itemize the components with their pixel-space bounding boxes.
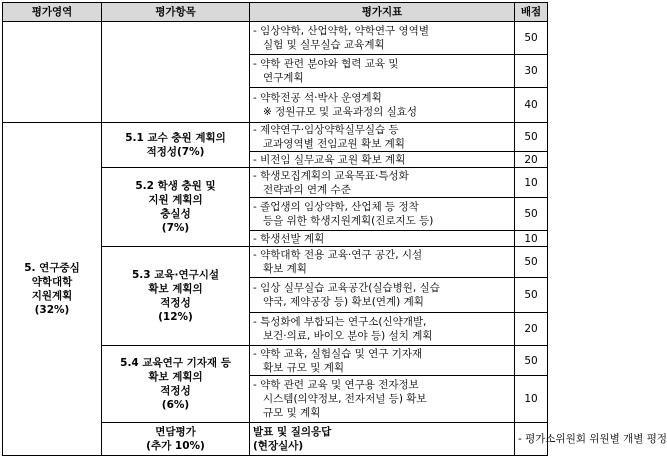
header-indicator: 평가지표	[250, 3, 515, 22]
header-score: 배점	[515, 3, 548, 22]
indicator-cell: - 평가소위원회 위원별 개별 평정	[515, 423, 548, 456]
score-cell: 50	[515, 123, 548, 152]
indicator-cell: - 졸업생의 임상약학, 산업체 등 정착 등을 위한 학생지원계획(진로지도 등)	[250, 198, 515, 231]
indicator-cell: - 약학 관련 교육 및 연구용 전자정보 시스템(의약정보, 전자저널 등) 확보 규모 및 계획	[250, 376, 515, 423]
score-cell: 30	[515, 55, 548, 88]
score-cell: 40	[515, 88, 548, 123]
area-5-cell: 5. 연구중심 약학대학 지원계획 (32%)	[3, 123, 102, 456]
score-cell: 10	[515, 376, 548, 423]
indicator-cell: - 약학 관련 분야와 협력 교육 및 연구계획	[250, 55, 515, 88]
header-row	[3, 3, 548, 22]
item-5-1-cell: 5.1 교수 충원 계획의 적정성(7%)	[102, 123, 250, 168]
indicator-cell: - 비전임 실무교육 교원 확보 계획	[250, 152, 515, 168]
score-cell: 10	[515, 168, 548, 198]
score-cell: 50	[515, 247, 548, 278]
score-cell: 50	[515, 22, 548, 55]
indicator-cell: - 임상 실무실습 교육공간(실습병원, 실습 약국, 제약공장 등) 확보(연계) 계획	[250, 278, 515, 313]
table-row	[3, 123, 548, 152]
score-cell: 10	[515, 231, 548, 247]
indicator-cell: - 약학전공 석·박사 운영계획 ※ 정원규모 및 교육과정의 실효성	[250, 88, 515, 123]
score-cell: 20	[515, 313, 548, 346]
score-cell: 50	[515, 278, 548, 313]
item-cell-blank	[102, 22, 250, 123]
item-5-2-cell: 5.2 학생 충원 및 지원 계획의 충실성 (7%)	[102, 168, 250, 247]
area-interview-cell: 면담평가 (추가 10%)	[102, 423, 250, 456]
evaluation-table	[2, 2, 667, 456]
score-cell: 50	[515, 346, 548, 376]
table-row	[3, 22, 548, 55]
indicator-cell: - 학생모집계획의 교육목표·특성화 전략과의 연계 수준	[250, 168, 515, 198]
score-cell: 50	[515, 198, 548, 231]
header-area: 평가영역	[3, 3, 102, 22]
indicator-cell: - 제약연구·임상약학실무실습 등 교과영역별 전임교원 확보 계획	[250, 123, 515, 152]
header-item: 평가항목	[102, 3, 250, 22]
indicator-cell: - 약학 교육, 실험실습 및 연구 기자재 확보 규모 및 계획	[250, 346, 515, 376]
area-cell-blank	[3, 22, 102, 123]
item-presentation-cell: 발표 및 질의응답 (현장실사)	[250, 423, 515, 456]
score-cell: 20	[515, 152, 548, 168]
indicator-cell: - 임상약학, 산업약학, 약학연구 영역별 실험 및 실무실습 교육계획	[250, 22, 515, 55]
indicator-cell: - 특성화에 부합되는 연구소(신약개발, 보건·의료, 바이오 분야 등) 설치 계획	[250, 313, 515, 346]
item-5-4-cell: 5.4 교육연구 기자재 등 확보 계획의 적정성 (6%)	[102, 346, 250, 423]
indicator-cell: - 약학대학 전용 교육·연구 공간, 시설 확보 계획	[250, 247, 515, 278]
item-5-3-cell: 5.3 교육·연구시설 확보 계획의 적정성 (12%)	[102, 247, 250, 346]
indicator-cell: - 학생선발 계획	[250, 231, 515, 247]
